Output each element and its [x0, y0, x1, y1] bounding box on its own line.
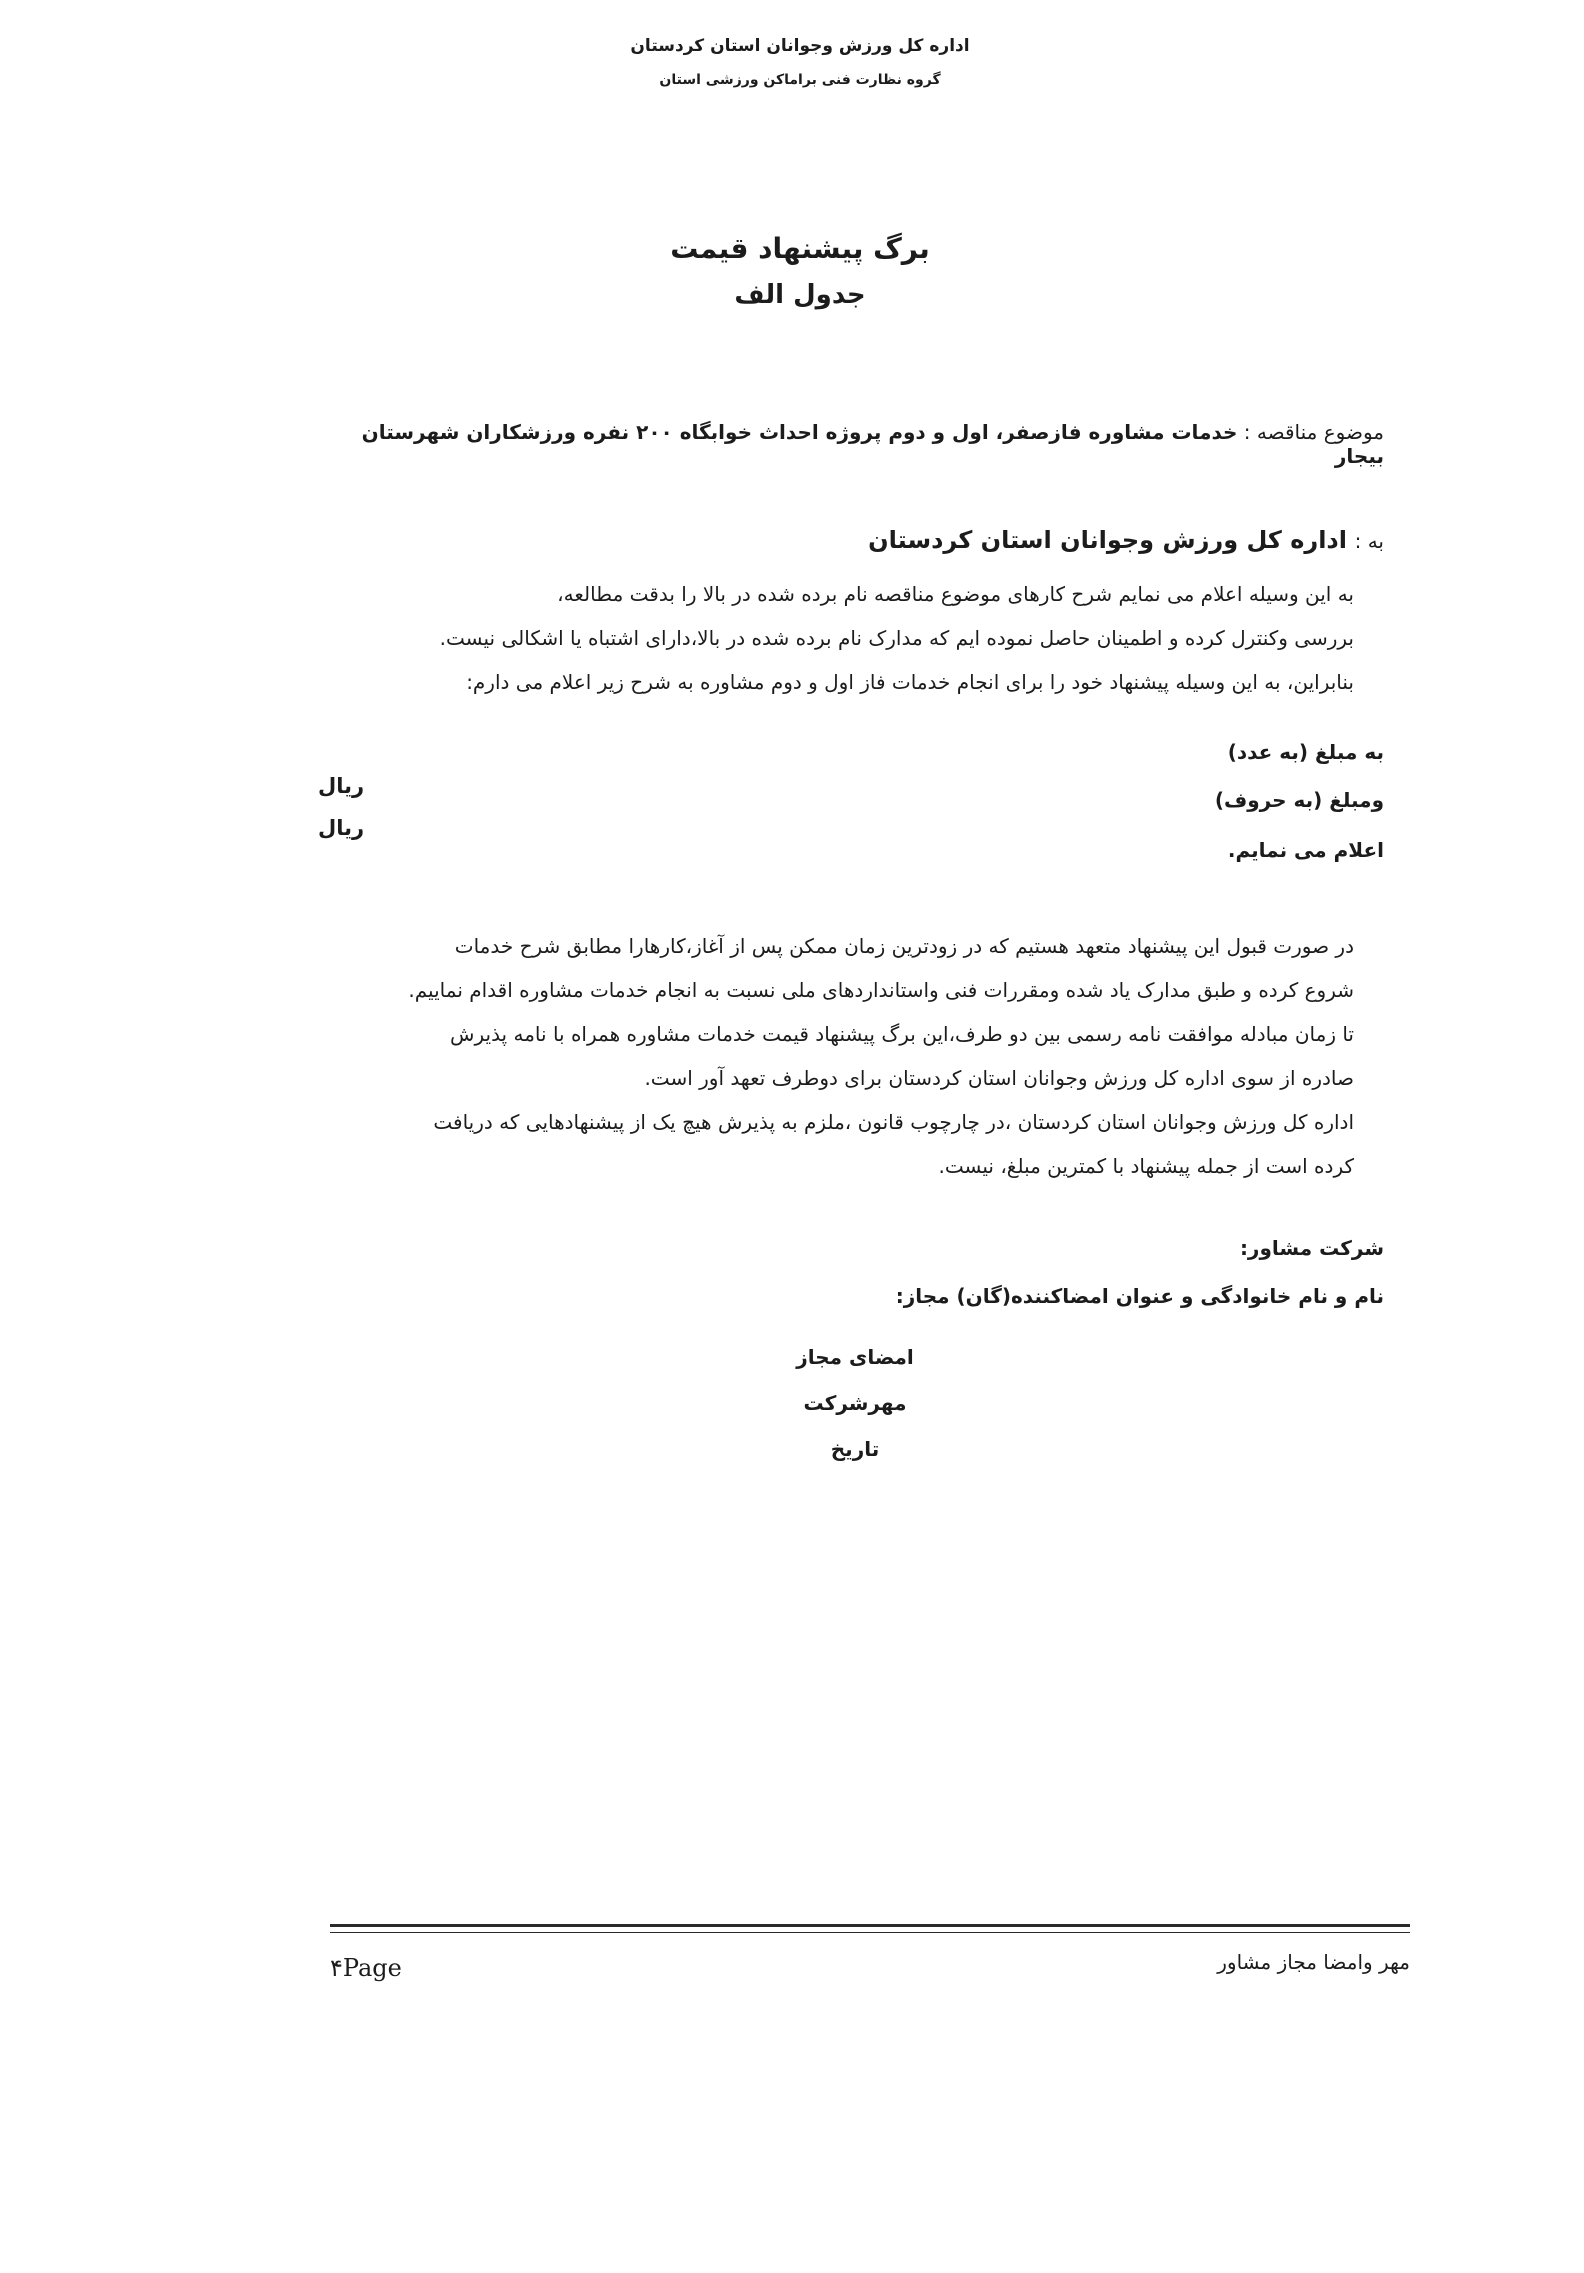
addressee-value: اداره کل ورزش وجوانان استان کردستان — [868, 526, 1347, 554]
consultant-company-label: شرکت مشاور: — [1239, 1236, 1384, 1260]
signature-block — [780, 1334, 930, 1472]
terms-line: اداره کل ورزش وجوانان استان کردستان ،در چارچوب قانون ،ملزم به پذیرش هیچ یک از پیشنهادهایی که دریافت — [433, 1110, 1354, 1134]
addressee-line — [584, 526, 1384, 554]
letterhead-org-name: اداره کل ورزش وجوانان استان کردستان — [630, 36, 970, 56]
subject-text: خدمات مشاوره فازصفر، اول و دوم پروژه احداث خوابگاه ۲۰۰ نفره ورزشکاران شهرستان بیجار — [361, 420, 1384, 468]
authorized-signature-label: امضای مجاز — [796, 1345, 914, 1369]
footer-page-number: ۴Page — [330, 1954, 402, 1982]
form-title: برگ پیشنهاد قیمت — [670, 232, 930, 265]
letterhead-group-name: گروه نظارت فنی براماکن ورزشی استان — [659, 72, 941, 88]
amount-numeric-label: به مبلغ (به عدد) — [1227, 740, 1384, 764]
footer-rule-thin — [330, 1932, 1410, 1933]
subject-label: موضوع مناقصه : — [1243, 420, 1384, 444]
terms-line: شروع کرده و طبق مدارک یاد شده ومقررات فنی واستانداردهای ملی نسبت به انجام خدمات مشاوره اقدام نماییم. — [408, 978, 1354, 1002]
terms-paragraph — [274, 924, 1354, 1188]
date-label: تاریخ — [830, 1437, 880, 1461]
addressee-label: به : — [1354, 529, 1384, 553]
announce-text: اعلام می نمایم. — [1227, 838, 1384, 862]
footer-rule — [330, 1924, 1410, 1927]
signer-name-label: نام و نام خانوادگی و عنوان امضاکننده(گان) مجاز: — [895, 1284, 1384, 1308]
terms-line: صادره از سوی اداره کل ورزش وجوانان استان کردستان برای دوطرف تعهد آور است. — [644, 1066, 1354, 1090]
amount-words-label: ومبلغ (به حروف) — [1214, 788, 1384, 812]
terms-line: کرده است از جمله پیشنهاد با کمترین مبلغ، نیست. — [938, 1154, 1354, 1178]
intro-line: بنابراین، به این وسیله پیشنهاد خود را برای انجام خدمات فاز اول و دوم مشاوره به شرح زیر اعلام می دارم: — [466, 670, 1354, 694]
currency-rial-words: ریال — [318, 816, 365, 840]
terms-line: تا زمان مبادله موافقت نامه رسمی بین دو طرف،این برگ پیشنهاد قیمت خدمات مشاوره همراه با نامه پذیرش — [450, 1022, 1354, 1046]
terms-line: در صورت قبول این پیشنهاد متعهد هستیم که در زودترین زمان ممکن پس از آغاز،کارهارا مطابق شرح خدمات — [454, 934, 1354, 958]
footer-sign-text: مهر وامضا مجاز مشاور — [1217, 1950, 1410, 1974]
company-seal-label: مهرشرکت — [803, 1391, 907, 1415]
intro-line: بررسی وکنترل کرده و اطمینان حاصل نموده ایم که مدارک نام برده شده در بالا،دارای اشتباه یا اشکالی نیست. — [439, 626, 1354, 650]
currency-rial-numeric: ریال — [318, 774, 365, 798]
form-subtitle: جدول الف — [734, 280, 866, 310]
intro-paragraph — [274, 572, 1354, 704]
subject-line — [334, 420, 1384, 468]
intro-line: به این وسیله اعلام می نمایم شرح کارهای موضوع مناقصه نام برده شده در بالا را بدقت مطالعه، — [557, 582, 1354, 606]
